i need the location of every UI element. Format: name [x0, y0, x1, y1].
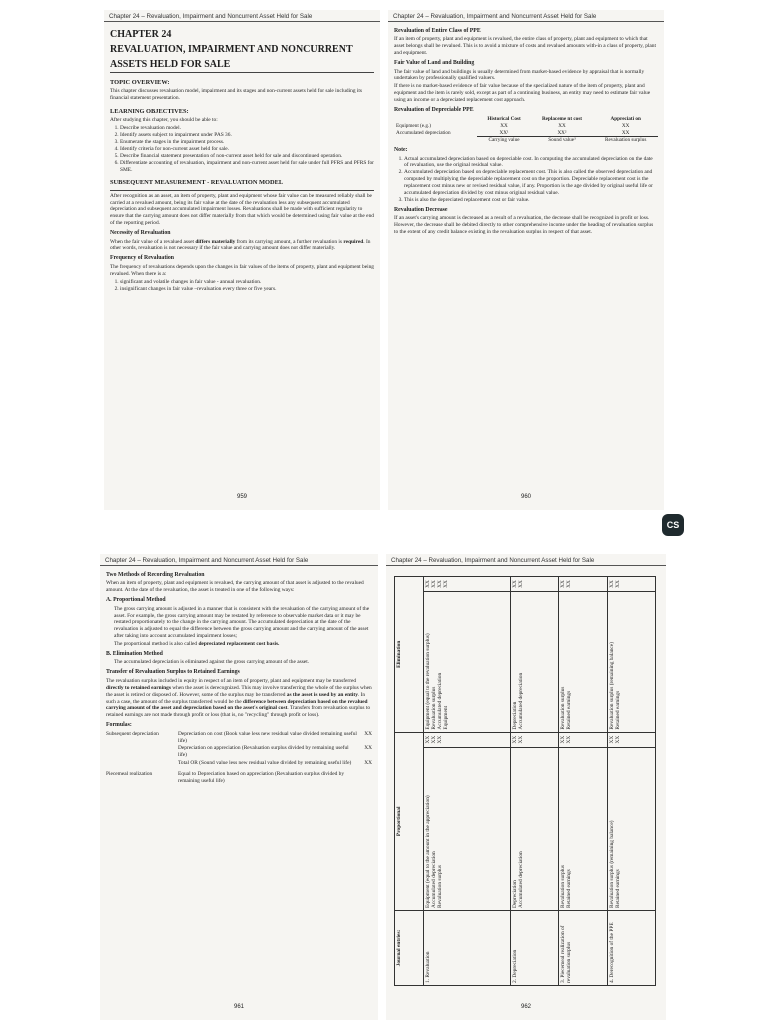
table-row: 3. Piecemeal realization of revaluation surplus Revaluation surplus Retained earnings XX XX Revaluation surplus Retained earnings XX XX [559, 577, 607, 986]
running-header: Chapter 24 – Revaluation, Impairment and Noncurrent Asset Held for Sale [386, 554, 666, 566]
page-number: 960 [520, 494, 531, 500]
learning-objectives-list [110, 125, 374, 173]
chapter-number: CHAPTER 24 [110, 29, 172, 40]
formulas-heading: Formulas: [106, 722, 132, 729]
page-number: 959 [236, 494, 247, 500]
two-methods-text: When an item of property, plant and equipment is revalued, the carrying amount of that asset is adjusted to the revalued amount. At the date of the revaluation, the asset is treated in one of the following ways: [106, 580, 364, 594]
table-row: 4. Derecognition of the PPE Revaluation surplus (remaining balance) Retained earnings XX XX Revaluation surplus (remaining balance) Retained earnings XX XX [607, 577, 655, 986]
page-number: 961 [233, 1004, 244, 1010]
col-header: Replaceme nt cost [541, 116, 582, 123]
note-heading: Note: [394, 147, 408, 154]
two-methods-heading: Two Methods of Recording Revaluation [106, 572, 205, 578]
necessity-heading: Necessity of Revaluation [110, 230, 171, 237]
col-header: Elimination [395, 577, 424, 733]
notes-list [394, 156, 658, 204]
page-959 [104, 10, 380, 510]
page-961 [100, 554, 378, 1020]
table-row: Carrying value Sound value³ Revaluation surplus [394, 137, 658, 144]
table-row: Accumulated depreciation XX¹ XX² XX [396, 129, 630, 137]
table-row: 2. Depreciation Depreciation Accumulated depreciation XX XX Depreciation Accumulated depreciation XX XX [511, 577, 559, 986]
formula-row: Total OR (Sound value less new residual value divided by remaining useful life) XX [178, 760, 372, 767]
depreciable-ppe-table [394, 116, 658, 144]
revaluation-decrease-text: If an asset's carrying amount is decreased as a result of a revaluation, the decrease shall be recognized in profit or loss. However, the decrease shall be debited directly to other comprehensive income under the heading of revaluation surplus to the extent of any credit balance existing in the revaluation surplus in respect of that asset. [394, 215, 654, 236]
elimination-method-text: The accumulated depreciation is eliminated against the gross carrying amount of the asset. [114, 659, 310, 666]
chapter-title-line2: ASSETS HELD FOR SALE [110, 59, 231, 70]
transfer-text: The revaluation surplus included in equity in respect of an item of property, plant and equipment may be transferred directly to retained earnings when the asset is derecognized. This may involve transferring the whole of the surplus when the asset is retired or disposed of. However, some of the surplus may be transferred as the asset is used by an entity. In such a case, the amount of the surplus transferred would be the difference between depreciation based on the revalued carrying amount of the asset and depreciation based on the asset's original cost. Transfers from revaluation surplus to retained earnings are not made through profit or loss (that is, no "recycling" through profit or loss). [106, 677, 372, 719]
frequency-list [110, 279, 374, 293]
col-header: Historical Cost [487, 116, 521, 123]
learning-objectives-intro: After studying this chapter, you should be able to: [110, 117, 218, 124]
note-item: 3. This is also the depreciated replacement cost or fair value. [404, 197, 658, 204]
objective-item: 1. Describe revaluation model. [120, 125, 374, 132]
chapter-title-line1: REVALUATION, IMPAIRMENT AND NONCURRENT [110, 44, 353, 55]
col-header: Proportional [395, 732, 424, 910]
topic-overview-heading: TOPIC OVERVIEW: [110, 79, 170, 86]
entire-class-text: If an item of property, plant and equipment is revalued, the entire class of property, plant and equipment to which that asset belongs shall be revalued. This is to avoid a mixture of costs and revalued amounts with-in a class of property, plant and equipment. [394, 36, 656, 57]
section-divider [110, 190, 374, 191]
page-962 [386, 554, 666, 1020]
note-item: 1. Actual accumulated depreciation based on depreciable cost. In computing the accumulated depreciation on the date of revaluation, use the original residual value. [404, 156, 658, 170]
entire-class-heading: Revaluation of Entire Class of PPE [394, 28, 481, 34]
revaluation-decrease-heading: Revaluation Decrease [394, 206, 448, 213]
table-row: 1. Revaluation Equipment (equal to the amount in the appreciation) Accumulated depreciation Revaluation surplus XX XX XX Equipment (equal to the revaluation surplus) Revaluation surplus Accumulated depreciation Equipment XX XX XX XX [424, 577, 511, 986]
frequency-heading: Frequency of Revaluation [110, 255, 174, 262]
fair-value-text-1: The fair value of land and buildings is usually determined from market-based evidence by appraisal that is normally undertaken by professionally qualified valuers. [394, 68, 645, 82]
objective-item: 5. Describe financial statement presentation of non-current asset held for sale and discontinued operation. [120, 153, 374, 160]
proportional-method-note: The proportional method is also called depreciated replacement cost basis. [114, 641, 280, 648]
proportional-method-heading: A. Proportional Method [106, 597, 166, 604]
necessity-text: When the fair value of a revalued asset differs materially from its carrying amount, a further revaluation is required. In other words, revaluation is not necessary if the fair value and carrying amount does not differ materially. [110, 238, 371, 252]
col-header: Journal entries: [395, 911, 424, 986]
running-header: Chapter 24 – Revaluation, Impairment and Noncurrent Asset Held for Sale [388, 10, 664, 22]
frequency-item: 2. insignificant changes in fair value –revaluation every three or five years. [120, 286, 374, 293]
elimination-method-heading: B. Elimination Method [106, 651, 163, 658]
formula-row: Subsequent depreciation Depreciation on cost (Book value less new residual value divided remaining useful life) XX [106, 730, 372, 744]
learning-objectives-heading: LEARNING OBJECTIVES: [110, 108, 189, 115]
proportional-method-text: The gross carrying amount is adjusted in a manner that is consistent with the revaluation of the carrying amount of the asset. For example, the gross carrying amount may be restated by reference to observable market data or it may be restated proportionately to the change in the carrying amount. The accumulated depreciation at the date of the revaluation is adjusted to equal the difference between the gross carrying amount and the carrying amount of the asset after taking into account accumulated impairment losses; [114, 605, 370, 640]
title-divider [110, 72, 374, 73]
subsequent-measurement-text: After recognition as an asset, an item of property, plant and equipment whose fair value can be measured reliably shall be carried at a revalued amount, being its fair value at the date of the revaluation less any subsequent accumulated depreciation and subsequent accumulated impairment losses. Revaluations shall be made with sufficient regularity to ensure that the carrying amount does not differ materially from that which would be determined using fair value at the end of the reporting period. [110, 192, 374, 227]
frequency-text: The frequency of revaluations depends upon the changes in fair values of the items of property, plant and equipment being revalued. When there is a: [110, 263, 375, 277]
running-header: Chapter 24 – Revaluation, Impairment and Noncurrent Asset Held for Sale [100, 554, 378, 566]
formula-row: Depreciation on appreciation (Revaluation surplus divided by remaining useful life) XX [178, 745, 372, 759]
subsequent-measurement-heading: SUBSEQUENT MEASUREMENT - REVALUATION MODEL [110, 179, 284, 187]
objective-item: 6. Differentiate accounting of revaluation, impairment and non-current asset held for sale under full PFRS and PFRS for SME. [120, 160, 374, 174]
note-item: 2. Accumulated depreciation based on depreciable replacement cost. This is also called the observed depreciation and computed by multiplying the depreciable replacement cost on the proportion. Depreciable replacement cost is the replacement cost minus new or revised residual value, if any. Proportion is the age divided by original useful life or accumulated depreciation divided by cost minus original residual value. [404, 169, 658, 197]
camscanner-badge: CS [662, 514, 684, 536]
frequency-item: 1. significant and volatile changes in fair value - annual revaluation. [120, 279, 374, 286]
objective-item: 3. Enumerate the stages in the impairment process. [120, 139, 374, 146]
table-row: Equipment (e.g.) XX XX XX [396, 123, 630, 130]
fair-value-heading: Fair Value of Land and Building [394, 60, 475, 67]
depreciable-ppe-heading: Revaluation of Depreciable PPE [394, 107, 474, 114]
transfer-heading: Transfer of Revaluation Surplus to Retained Earnings [106, 669, 240, 676]
formula-row: Piecemeal realization Equal to Depreciation based on appreciation (Revaluation surplus divided by remaining useful life) [106, 771, 345, 785]
col-header: Appreciati on [610, 116, 641, 123]
objective-item: 2. Identify assets subject to impairment under PAS 36. [120, 132, 374, 139]
page-960 [388, 10, 664, 510]
objective-item: 4. Identify criteria for non-current asset held for sale. [120, 146, 374, 153]
fair-value-text-2: If there is no market-based evidence of fair value because of the specialized nature of the item of property, plant and equipment and the item is rarely sold, except as part of a continuing business, an entity may need to estimate fair value using an income or a depreciated replacement cost approach. [394, 83, 651, 104]
topic-overview-text: This chapter discusses revaluation model, impairment and its stages and non-current assets held for sale including its financial statement presentation. [110, 88, 362, 102]
running-header: Chapter 24 – Revaluation, Impairment and Noncurrent Asset Held for Sale [104, 10, 380, 22]
page-number: 962 [520, 1004, 531, 1010]
journal-entries-table [394, 576, 656, 986]
